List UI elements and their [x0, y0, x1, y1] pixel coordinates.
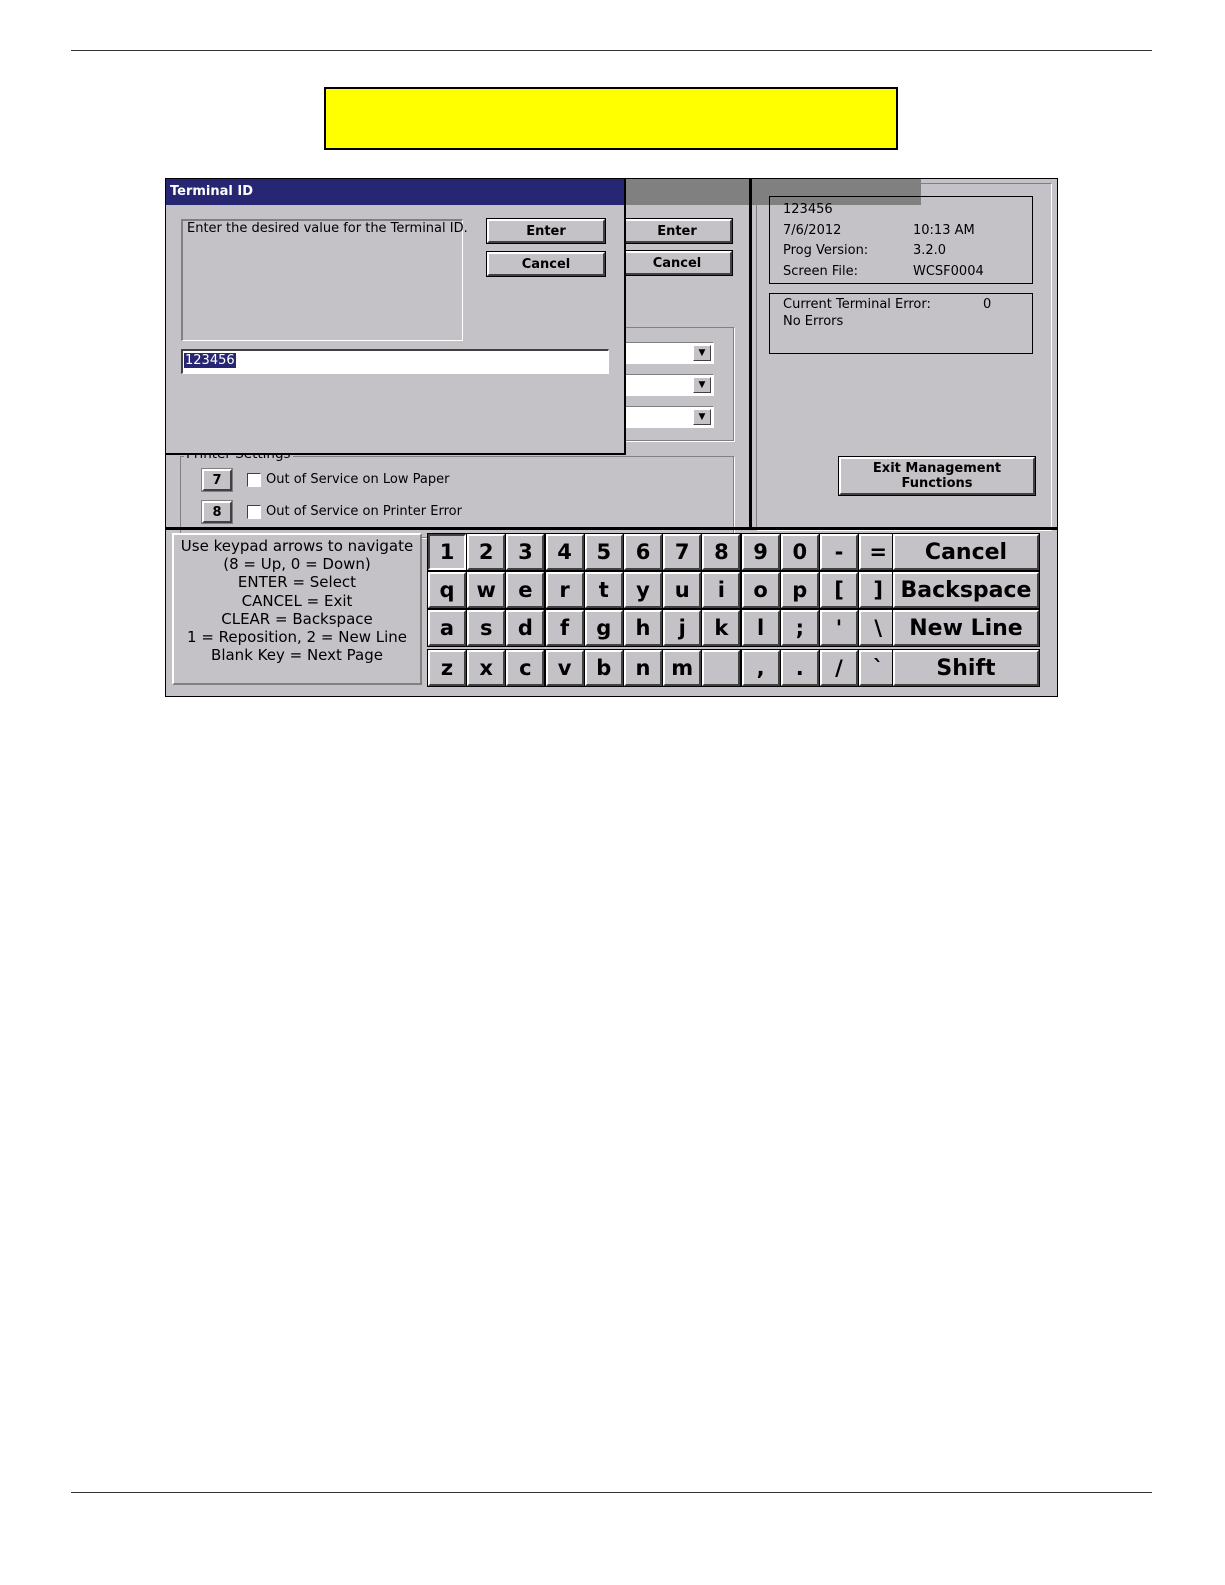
- dialog-title: Terminal ID: [166, 179, 624, 205]
- keyboard-key[interactable]: b: [585, 650, 623, 686]
- keyboard-key[interactable]: =: [859, 534, 897, 570]
- keyboard-key[interactable]: a: [428, 610, 466, 646]
- terminal-id-value: 123456: [185, 353, 235, 368]
- screen-file-value: WCSF0004: [913, 264, 984, 279]
- keyboard-key[interactable]: 0: [781, 534, 819, 570]
- keyboard-key[interactable]: t: [585, 572, 623, 608]
- chevron-down-icon: ▼: [693, 409, 711, 425]
- keyboard-help: [172, 533, 422, 685]
- chevron-down-icon: ▼: [693, 377, 711, 393]
- keyboard-shift-key[interactable]: Shift: [893, 650, 1039, 686]
- dialog-cancel-button[interactable]: Cancel: [487, 252, 605, 276]
- help-line: (8 = Up, 0 = Down): [223, 555, 371, 574]
- keyboard-key[interactable]: g: [585, 610, 623, 646]
- background-cancel-button[interactable]: Cancel: [622, 251, 732, 275]
- prog-version-value: 3.2.0: [913, 243, 947, 258]
- keyboard-key[interactable]: p: [781, 572, 819, 608]
- keyboard-key[interactable]: u: [663, 572, 701, 608]
- help-line: Blank Key = Next Page: [211, 646, 383, 665]
- keyboard-key[interactable]: ]: [859, 572, 897, 608]
- keyboard-key[interactable]: ;: [781, 610, 819, 646]
- keyboard-key[interactable]: ': [820, 610, 858, 646]
- option-8-key[interactable]: 8: [202, 501, 232, 523]
- keyboard-key[interactable]: m: [663, 650, 701, 686]
- keyboard-key[interactable]: q: [428, 572, 466, 608]
- highlight-banner: [324, 87, 898, 150]
- background-enter-button[interactable]: Enter: [622, 219, 732, 243]
- keyboard-key[interactable]: -: [820, 534, 858, 570]
- chevron-down-icon: ▼: [693, 345, 711, 361]
- keyboard-key[interactable]: 4: [546, 534, 584, 570]
- keyboard-key[interactable]: w: [467, 572, 505, 608]
- option-7-key[interactable]: 7: [202, 469, 232, 491]
- keyboard-key[interactable]: 2: [467, 534, 505, 570]
- setting-combo-2[interactable]: [612, 374, 714, 396]
- keyboard-top-border: [166, 527, 1058, 530]
- keyboard-key[interactable]: o: [742, 572, 780, 608]
- keyboard-key[interactable]: .: [781, 650, 819, 686]
- keyboard-key[interactable]: j: [663, 610, 701, 646]
- keyboard-key[interactable]: \: [859, 610, 897, 646]
- error-text: No Errors: [783, 314, 844, 329]
- setting-combo-1[interactable]: [612, 342, 714, 364]
- keyboard-key[interactable]: 6: [624, 534, 662, 570]
- terminal-id-dialog: [166, 179, 626, 455]
- dialog-enter-button[interactable]: Enter: [487, 219, 605, 243]
- keyboard-key[interactable]: n: [624, 650, 662, 686]
- keyboard-key[interactable]: /: [820, 650, 858, 686]
- dialog-prompt-box: [181, 219, 463, 341]
- terminal-id-value: 123456: [783, 202, 833, 217]
- time-value: 10:13 AM: [913, 223, 975, 238]
- keyboard-key[interactable]: c: [506, 650, 544, 686]
- panel-separator: [749, 179, 752, 529]
- keyboard-key[interactable]: 1: [428, 534, 466, 570]
- printer-settings-group: [180, 456, 734, 538]
- keyboard-key[interactable]: 5: [585, 534, 623, 570]
- low-paper-label: Out of Service on Low Paper: [266, 472, 450, 487]
- keyboard-new-line-key[interactable]: New Line: [893, 610, 1039, 646]
- keyboard-key[interactable]: r: [546, 572, 584, 608]
- setting-combo-3[interactable]: [612, 406, 714, 428]
- keyboard-key[interactable]: s: [467, 610, 505, 646]
- printer-error-label: Out of Service on Printer Error: [266, 504, 462, 519]
- keyboard-key[interactable]: 3: [506, 534, 544, 570]
- keyboard-backspace-key[interactable]: Backspace: [893, 572, 1039, 608]
- date-value: 7/6/2012: [783, 223, 842, 238]
- keyboard-key[interactable]: 9: [742, 534, 780, 570]
- low-paper-checkbox[interactable]: [247, 473, 261, 487]
- bottom-rule: [71, 1492, 1152, 1493]
- exit-label-line-2: Functions: [901, 476, 973, 491]
- keyboard-key[interactable]: l: [742, 610, 780, 646]
- exit-label-line-1: Exit Management: [872, 461, 1002, 476]
- help-line: CLEAR = Backspace: [221, 609, 373, 628]
- keyboard-key[interactable]: z: [428, 650, 466, 686]
- help-line: Use keypad arrows to navigate: [180, 537, 414, 555]
- keyboard-key[interactable]: i: [702, 572, 740, 608]
- keyboard-cancel-key[interactable]: Cancel: [893, 534, 1039, 570]
- keyboard-key[interactable]: v: [546, 650, 584, 686]
- help-line: 1 = Reposition, 2 = New Line: [187, 628, 407, 647]
- keyboard-key[interactable]: y: [624, 572, 662, 608]
- dialog-prompt: Enter the desired value for the Terminal ID.: [187, 221, 468, 236]
- prog-version-label: Prog Version:: [783, 243, 869, 258]
- terminal-screen: [165, 178, 1058, 697]
- key-blank[interactable]: [702, 650, 740, 686]
- error-label: Current Terminal Error:: [783, 297, 931, 312]
- keyboard-key[interactable]: `: [859, 650, 897, 686]
- keyboard-key[interactable]: f: [546, 610, 584, 646]
- keyboard-key[interactable]: e: [506, 572, 544, 608]
- error-code: 0: [983, 297, 992, 312]
- keyboard-key[interactable]: k: [702, 610, 740, 646]
- keyboard-key[interactable]: 7: [663, 534, 701, 570]
- keyboard-key[interactable]: ,: [742, 650, 780, 686]
- keyboard-key[interactable]: h: [624, 610, 662, 646]
- exit-management-button[interactable]: [839, 457, 1035, 495]
- help-line: CANCEL = Exit: [241, 591, 353, 610]
- keyboard-key[interactable]: d: [506, 610, 544, 646]
- help-line: ENTER = Select: [237, 573, 357, 592]
- keyboard-key[interactable]: 8: [702, 534, 740, 570]
- terminal-id-input[interactable]: [181, 349, 609, 374]
- keyboard-key[interactable]: x: [467, 650, 505, 686]
- screen-file-label: Screen File:: [783, 264, 858, 279]
- printer-error-checkbox[interactable]: [247, 505, 261, 519]
- keyboard-key[interactable]: [: [820, 572, 858, 608]
- top-rule: [71, 50, 1152, 51]
